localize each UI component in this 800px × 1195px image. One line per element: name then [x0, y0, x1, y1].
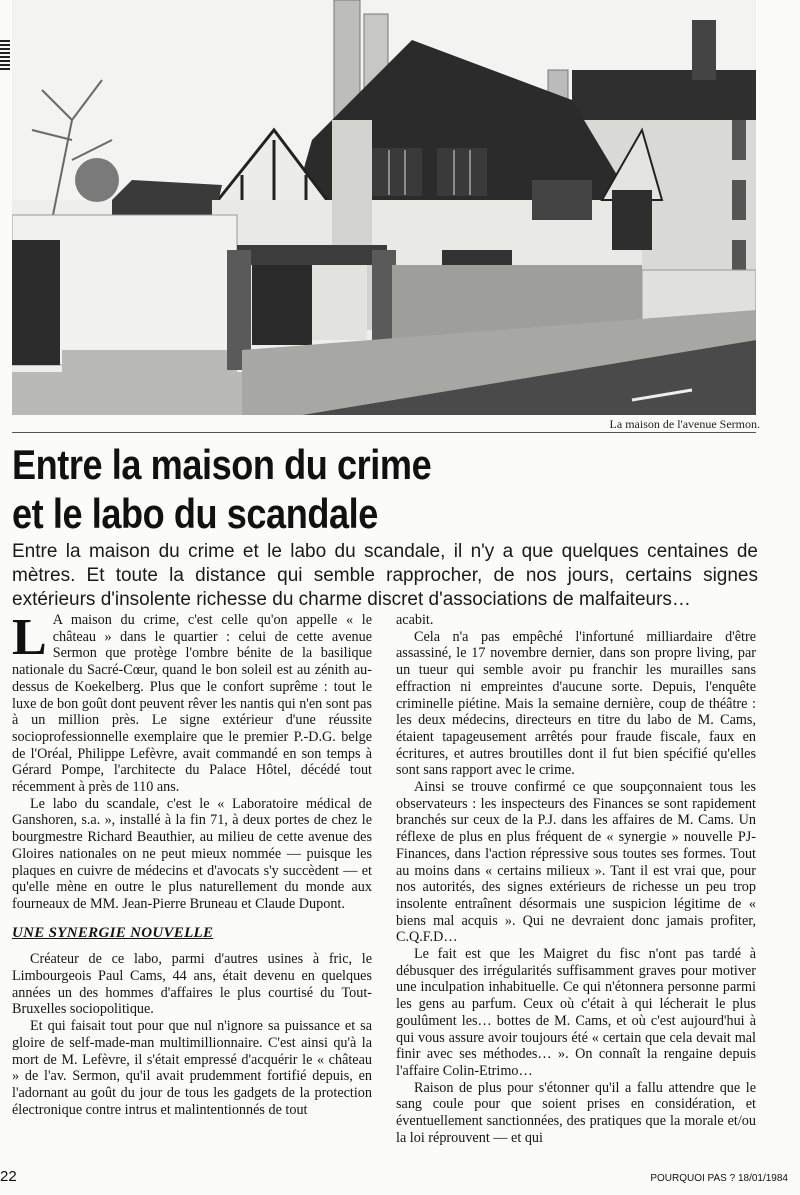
page-number: 22 — [0, 1168, 17, 1185]
publication-footer: POURQUOI PAS ? 18/01/1984 — [650, 1173, 788, 1184]
photo-caption: La maison de l'avenue Sermon. — [609, 417, 760, 431]
dropcap: L — [12, 609, 47, 666]
headline-line-2: et le labo du scandale — [12, 490, 378, 537]
headline-line-1: Entre la maison du crime — [12, 441, 432, 488]
lead-paragraph-text: A maison du crime, c'est celle qu'on appelle « le château » dans le quartier : celui de cette avenue Sermon que protège l'ombre bénite de la basilique nationale du Sacré-Cœur, quand le bon soleil est au zénith au-dessus de Koekelberg. Plus que le confort suprême : tout le luxe de bon goût dont peuvent rêver les nantis qui n'en sont pas à un million près. Le signe extérieur d'une réussite socioprofessionnelle exemplaire que le premier P.-D.G. belge de l'Oréal, Philippe Lefèvre, avait commandé en son temps à Gérard Pompe, l'architecte du Palace Hôtel, décédé tout récemment à près de 110 ans. — [12, 612, 372, 796]
body-paragraph: Créateur de ce labo, parmi d'autres usines à fric, le Limbourgeois Paul Cams, 44 ans, était devenu en quelques années un des hommes d'affaires le plus courtisé du Tout-Bruxelles sociopolitique. — [12, 951, 372, 1018]
lead-paragraph — [12, 609, 372, 796]
house-photo — [12, 0, 756, 415]
scan-edge-mark — [0, 40, 10, 70]
body-paragraph: Raison de plus pour s'étonner qu'il a fallu attendre que le sang coule pour que soient prises en considération, et éventuellement sanctionnées, des pratiques que la morale et/ou la loi réprouvent — et qui — [396, 1079, 756, 1146]
article-column-left — [12, 609, 372, 1118]
body-paragraph: Le labo du scandale, c'est le « Laboratoire médical de Ganshoren, s.a. », installé à la fin 71, à deux portes de chez le bourgmestre Richard Beauthier, au milieu de cette avenue des Gloires nationales on ne peut mieux nommée — puisque les plaques en cuivre de médecins et d'avocats s'y succèdent — et qu'elle mène en outre le plus naturellement du monde aux fourneaux de MM. Jean-Pierre Bruneau et Claude Dupont. — [12, 795, 372, 912]
article-column-right — [396, 612, 756, 1147]
body-paragraph: Le fait est que les Maigret du fisc n'ont pas tardé à débusquer des irrégularités suffisamment graves pour motiver une inculpation inhabituelle. Ce qui n'étonnera personne parmi les gens au parfum. Ceux où c'était à qui lécherait le plus goulûment les… bottes de M. Cams, et où c'est aujourd'hui à qui vous assure avoir toujours été « certain que cela devait mal finir avec ses méthodes… ». On connaît la rengaine depuis l'affaire Colin-Etrimo… — [396, 946, 756, 1079]
section-subhead: UNE SYNERGIE NOUVELLE — [12, 924, 214, 941]
body-paragraph: Cela n'a pas empêché l'infortuné milliardaire d'être assassiné, le 17 novembre dernier, dans son propre living, par un tueur qui semble avoir pu franchir les murailles sans effraction ni empreintes d'aucune sorte. Depuis, l'enquête criminelle piétine. Mais la semaine dernière, coup de théâtre : les deux médecins, directeurs en titre du labo de M. Cams, étaient tapageusement arrêtés pour fraude fiscale, faux en écritures, et autres broutilles dont il fut bien spécifié qu'elles sont sans rapport avec le crime. — [396, 628, 756, 779]
intro-paragraph: Entre la maison du crime et le labo du scandale, il n'y a que quelques centaines de mètres. Et toute la distance qui semble rapprocher, de nos jours, certains signes extérieurs d'insolente richesse du charme discret d'associations de malfaiteurs… — [12, 541, 758, 610]
divider — [12, 432, 756, 433]
body-paragraph: Et qui faisait tout pour que nul n'ignore sa puissance et sa gloire de self-made-man multimillionnaire. C'est ainsi qu'à la mort de M. Lefèvre, il s'était empressé d'acquérir le « château » de l'av. Sermon, qu'il avait prudemment fortifié depuis, en l'adornant au goût du jour de tous les gadgets de la protection électronique contre intrus et malintentionnés de tout — [12, 1018, 372, 1118]
headline — [12, 440, 431, 538]
house-illustration — [12, 0, 756, 415]
body-paragraph-continued: acabit. — [396, 612, 434, 628]
body-paragraph: Ainsi se trouve confirmé ce que soupçonnaient tous les observateurs : les inspecteurs des Finances se sont rapidement branchés sur ceux de la P.J. dans les affaires de M. Cams. Un réflexe de plus en plus fréquent de « synergie » nouvelle PJ-Finances, dans l'action répressive sous toutes ses formes. Tout au moins dans « certains milieux ». Tant il est vrai que, pour nos autorités, des signes extérieurs de richesse un peu trop insolente entraînent désormais une suspicion légitime de « biens mal acquis ». Qui ne devraient donc jamais profiter, C.Q.F.D… — [396, 779, 756, 946]
